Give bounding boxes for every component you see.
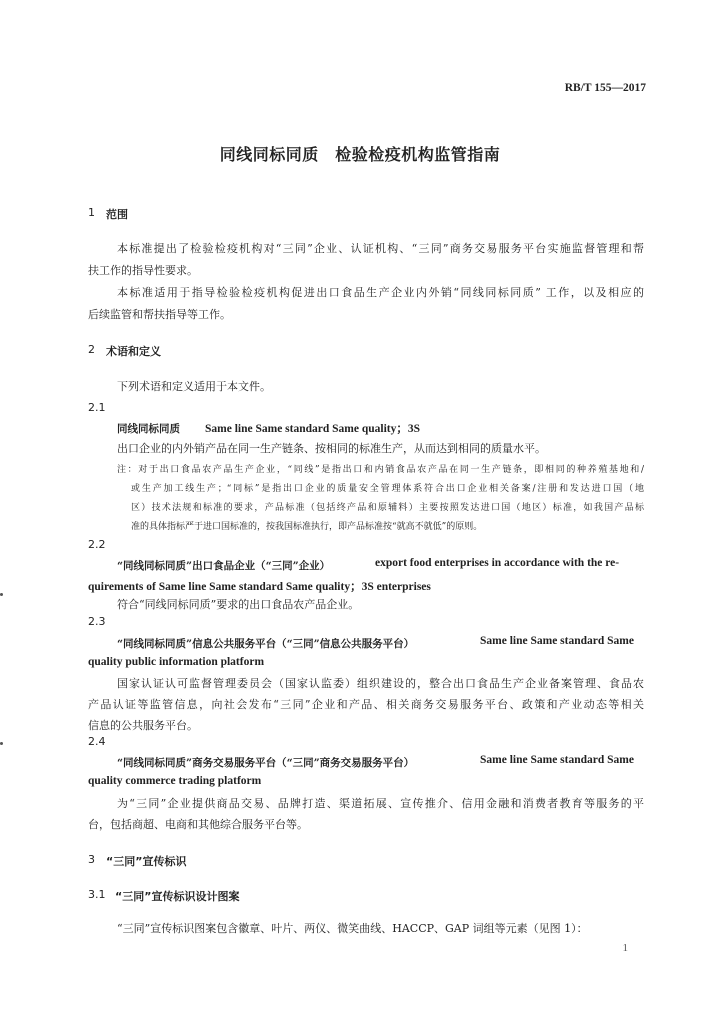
document-title: 同线同标同质 检验检疫机构监管指南 xyxy=(219,145,501,164)
term-2-1-en: Same line Same standard Same quality；3S xyxy=(205,423,421,435)
term-2-4-def-line2: 台，包括商超、电商和其他综合服务平台等。 xyxy=(88,818,308,831)
term-2-1-note-line3: 区）技术法规和标准的要求，产品标准（包括终产品和原辅料）主要按照发达进口国（地区）标准，如我国产品标 xyxy=(131,503,644,513)
section-1-heading: 范围 xyxy=(106,208,128,221)
term-2-2-cn: “同线同标同质”出口食品企业（“三同”企业） xyxy=(117,560,331,572)
term-2-3-def-line1: 国家认证认可监督管理委员会（国家认监委）组织建设的，整合出口食品生产企业备案管理、食品农 xyxy=(117,677,644,690)
s1-para1-line1: 本标准提出了检验检疫机构对“三同”企业、认证机构、“三同”商务交易服务平台实施监督管理和帮 xyxy=(117,242,644,255)
term-2-3-cn: “同线同标同质”信息公共服务平台（“三同”信息公共服务平台） xyxy=(117,638,415,650)
section-3-number: 3 xyxy=(88,853,95,866)
term-2-2-en-line2: quirements of Same line Same standard Same quality；3S enterprises xyxy=(88,581,431,593)
term-2-1-note-line2: 或生产加工线生产；“同标”是指出口企业的质量安全管理体系符合出口企业相关备案/注册和发达进口国（地 xyxy=(131,484,644,494)
term-2-1-definition: 出口企业的内外销产品在同一生产链条、按相同的标准生产，从而达到相同的质量水平。 xyxy=(117,442,546,455)
term-2-1-number: 2.1 xyxy=(88,401,106,414)
section-3-heading: “三同”宣传标识 xyxy=(106,855,187,868)
term-2-4-en-line2: quality commerce trading platform xyxy=(88,775,262,787)
term-2-1-note-line4: 准的具体指标严于进口国标准的，按我国标准执行，即产品标准按“就高不就低”的原则。 xyxy=(131,522,483,532)
section-3-1-number: 3.1 xyxy=(88,888,106,901)
term-2-4-number: 2.4 xyxy=(88,735,106,748)
term-2-3-en-line1: Same line Same standard Same xyxy=(480,635,634,647)
scan-edge-mark xyxy=(0,593,3,596)
s3-para1: “三同”宣传标识图案包含徽章、叶片、两仪、微笑曲线、HACCP、GAP 词组等元素（见图 1）： xyxy=(117,922,588,935)
term-2-2-definition: 符合“同线同标同质”要求的出口食品农产品企业。 xyxy=(117,598,360,611)
term-2-4-def-line1: 为“三同”企业提供商品交易、品牌打造、渠道拓展、宣传推介、信用金融和消费者教育等服务的平 xyxy=(117,797,644,810)
section-3-1-heading: “三同”宣传标识设计图案 xyxy=(115,890,240,903)
term-2-1-cn: 同线同标同质 xyxy=(117,423,180,435)
scan-edge-mark xyxy=(0,742,3,745)
section-2-number: 2 xyxy=(88,343,95,356)
page-number: 1 xyxy=(622,942,628,954)
term-2-4-en-line1: Same line Same standard Same xyxy=(480,754,634,766)
term-2-3-def-line2: 产品认证等监管信息，向社会发布“三同”企业和产品、相关商务交易服务平台、政策和产业动态等相关 xyxy=(88,698,644,711)
term-2-3-def-line3: 信息的公共服务平台。 xyxy=(88,719,198,732)
term-2-2-number: 2.2 xyxy=(88,538,106,551)
term-2-1-note-line1: 注：对于出口食品农产品生产企业，“同线”是指出口和内销食品农产品在同一生产链条，即相同的种养殖基地和/ xyxy=(117,465,644,475)
term-2-2-en-line1: export food enterprises in accordance with the re- xyxy=(375,557,620,569)
s1-para2-line1: 本标准适用于指导检验检疫机构促进出口食品生产企业内外销“同线同标同质” 工作，以及相应的 xyxy=(117,286,644,299)
section-2-heading: 术语和定义 xyxy=(106,345,161,358)
s1-para1-line2: 扶工作的指导性要求。 xyxy=(88,264,198,277)
term-2-3-number: 2.3 xyxy=(88,615,106,628)
section-1-number: 1 xyxy=(88,206,95,219)
s2-intro: 下列术语和定义适用于本文件。 xyxy=(117,380,271,393)
standard-code: RB/T 155—2017 xyxy=(564,82,646,94)
term-2-3-en-line2: quality public information platform xyxy=(88,656,265,668)
s1-para2-line2: 后续监管和帮扶指导等工作。 xyxy=(88,308,231,321)
term-2-4-cn: “同线同标同质”商务交易服务平台（“三同”商务交易服务平台） xyxy=(117,757,415,769)
